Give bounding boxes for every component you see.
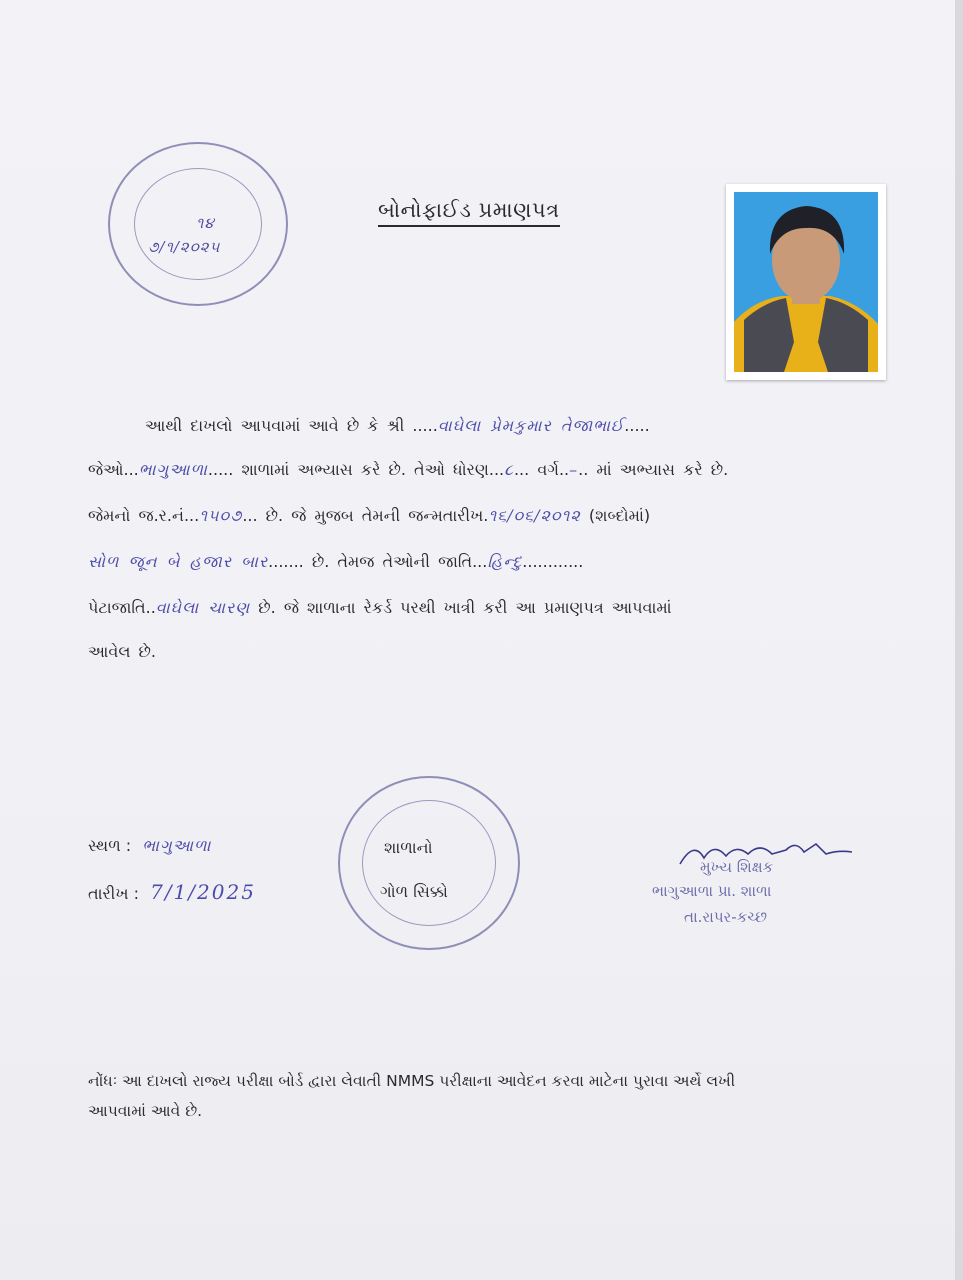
gr-number: ૧૫૦૭ [199,506,243,525]
line2-class: વર્ગ [537,460,559,479]
seal-line-2: ગોળ સિક્કો [380,882,448,901]
principal-role: મુખ્ય શિક્ષક [700,858,774,876]
subcaste: વાઘેલા ચારણ [155,598,251,617]
certificate-line-5: પેટાજાતિ..વાઘેલા ચારણ છે. જે શાળાના રેકર્ડ પરથી ખાત્રી કરી આ પ્રમાણપત્ર આપવામાં [88,598,672,617]
certificate-line-6 [88,634,888,670]
certificate-line-2: જેઓ...ભાગુઆળા..... શાળામાં અભ્યાસ કરે છે. તેઓ ધોરણ...૮... વર્ગ..–.. માં અભ્યાસ કરે છે. [88,460,729,479]
line5-prefix: પેટાજાતિ [88,598,146,617]
date-label: તારીખ : [88,884,140,903]
caste: હિન્દુ [487,552,523,571]
line3-prefix: જેમનો જ.ર.નં. [88,506,190,525]
page-title: બોનોફાઈડ પ્રમાણપત્ર [378,198,560,227]
note-line-1: નોંધઃ આ દાખલો રાજ્ય પરીક્ષા બોર્ડ દ્વારા લેવાતી NMMS પરીક્ષાના આવેદન કરવા માટેના પુરાવા અર્થે લખી [88,1072,736,1090]
certificate-line-1: આથી દાખલો આપવામાં આવે છે કે શ્રી .....વાઘેલા પ્રેમકુમાર તેજાભાઈ..... [145,416,650,435]
standard: ૮ [504,460,514,479]
line3-mid: છે. જે મુજબ તેમની જન્મતારીખ [265,506,484,525]
note-line-2: આપવામાં આવે છે. [88,1102,203,1120]
page-edge [955,0,963,1280]
school-seal [338,776,520,950]
student-photo [726,184,886,380]
place-label: સ્થળ : [88,836,132,855]
line2-mid: શાળામાં અભ્યાસ કરે છે. તેઓ ધોરણ [241,460,489,479]
line2-suffix: માં અભ્યાસ કરે છે. [596,460,729,479]
line6-text: આવેલ છે. [88,642,156,661]
line5-suffix: છે. જે શાળાના રેકર્ડ પરથી ખાત્રી કરી આ પ્રમાણપત્ર આપવામાં [258,598,672,617]
place-value: ભાગુઆળા [142,836,212,855]
seal-line-1: શાળાનો [384,838,433,857]
stamp-handwritten-number: ૧૪ [196,214,215,232]
student-name: વાઘેલા પ્રેમકુમાર તેજાભાઈ [437,416,625,435]
principal-school: ભાગુઆળા પ્રા. શાળા [652,882,772,900]
line3-suffix: (શબ્દોમાં) [588,506,651,525]
school-stamp-top [108,142,288,306]
date-value: 7/1/2025 [150,880,256,904]
place-field [88,836,211,856]
certificate-line-3: જેમનો જ.ર.નં...૧૫૦૭... છે. જે મુજબ તેમની જન્મતારીખ.૧૬/૦૬/૨૦૧૨ (શબ્દોમાં) [88,506,651,525]
school-name: ભાગુઆળા [138,460,208,479]
date-field [88,880,256,904]
birth-date-words: સોળ જૂન બે હજાર બાર [88,552,269,571]
certificate-line-4: સોળ જૂન બે હજાર બાર....... છે. તેમજ તેઓની જાતિ...હિન્દુ............ [88,552,584,571]
division: – [569,460,579,479]
line4-mid: છે. તેમજ તેઓની જાતિ [311,552,473,571]
line1-text: આથી દાખલો આપવામાં આવે છે કે શ્રી [145,416,405,435]
stamp-handwritten-date: ૭/૧/૨૦૨૫ [148,238,221,256]
birth-date: ૧૬/૦૬/૨૦૧૨ [488,506,581,525]
line2-prefix: જેઓ [88,460,124,479]
footnote [88,1066,848,1126]
principal-taluka: તા.રાપર-કચ્છ [684,908,767,926]
